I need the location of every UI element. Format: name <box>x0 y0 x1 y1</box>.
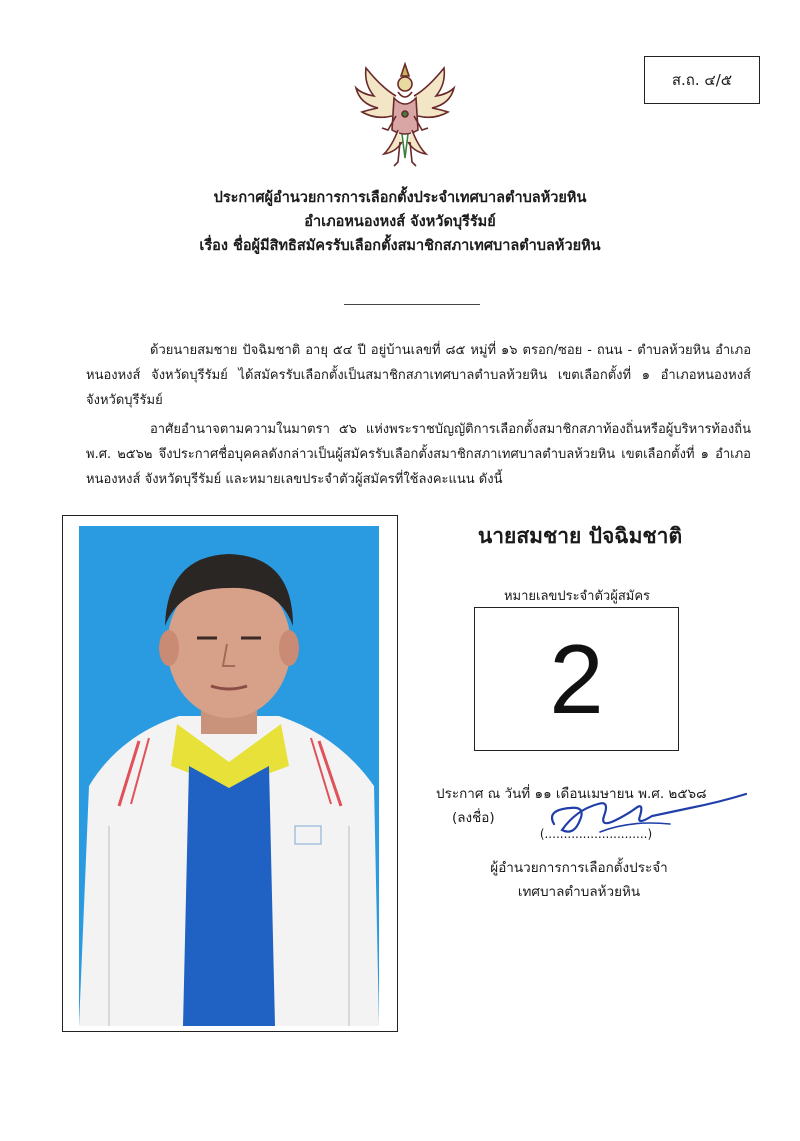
announcement-date: ประกาศ ณ วันที่ ๑๑ เดือนเมษายน พ.ศ. ๒๕๖๘ <box>436 786 707 802</box>
sign-label: (ลงชื่อ) <box>452 810 495 826</box>
header-line-2: อำเภอหนองหงส์ จังหวัดบุรีรัมย์ <box>304 214 496 230</box>
candidate-number-label: หมายเลขประจำตัวผู้สมัคร <box>503 589 651 604</box>
candidate-number-box <box>474 607 679 751</box>
candidate-photo <box>79 526 379 1026</box>
candidate-photo-frame <box>62 515 398 1032</box>
signer-title-line-1: ผู้อำนวยการการเลือกตั้งประจำ <box>490 860 668 876</box>
garuda-emblem-icon <box>352 58 458 170</box>
form-code-box <box>644 56 760 104</box>
header-subject: เรื่อง ชื่อผู้มีสิทธิสมัครรับเลือกตั้งสมาชิกสภาเทศบาลตำบลห้วยหิน <box>199 238 601 254</box>
paragraph-1: ด้วยนายสมชาย ปัจฉิมชาติ อายุ ๕๔ ปี อยู่บ้านเลขที่ ๘๕ หมู่ที่ ๑๖ ตรอก/ซอย - ถนน - ตำบลห้วยหิน อำเภอหนองหงส์ จังหวัดบุรีรัมย์ ได้สมัครรับเลือกตั้งเป็นสมาชิกสภาเทศบาลตำบลห้วยหิน เขตเลือกตั้งที่ ๑ อำเภอหนองหงส์ จังหวัดบุรีรัมย์ <box>86 343 751 408</box>
form-code: ส.ถ. ๔/๕ <box>671 71 733 89</box>
signature <box>540 780 760 850</box>
divider <box>344 304 480 305</box>
candidate-name: นายสมชาย ปัจฉิมชาติ <box>477 524 683 548</box>
sign-blank: (...........................) <box>539 827 653 841</box>
signer-title-line-2: เทศบาลตำบลห้วยหิน <box>517 884 641 900</box>
paragraph-2: อาศัยอำนาจตามความในมาตรา ๕๖ แห่งพระราชบัญญัติการเลือกตั้งสมาชิกสภาท้องถิ่นหรือผู้บริหารท้องถิ่น พ.ศ. ๒๕๖๒ จึงประกาศชื่อบุคคลดังกล่าวเป็นผู้สมัครรับเลือกตั้งสมาชิกสภาเทศบาลตำบลห้วยหิน เขตเลือกตั้งที่ ๑ อำเภอหนองหงส์ จังหวัดบุรีรัมย์ และหมายเลขประจำตัวผู้สมัครที่ใช้ลงคะแนน ดังนี้ <box>86 422 751 487</box>
candidate-number: 2 <box>549 623 604 734</box>
header-line-1: ประกาศผู้อำนวยการการเลือกตั้งประจำเทศบาลตำบลห้วยหิน <box>213 190 587 206</box>
